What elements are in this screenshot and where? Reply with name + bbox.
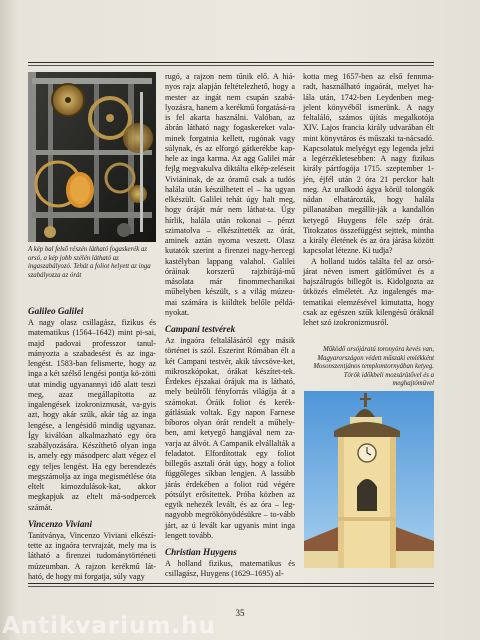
heading-huygens: Christian Huygens [165,547,237,557]
text-column-3 [303,72,434,328]
paragraph: Tanítványa, Vincenzo Viviani elkészí-tette az ingaóra tervrajzát, mely ma is látható a firenzei tudománytörténeti múzeumban. A rajzon kerékmű lát-ható, de hogy mi forgatja, súly vagy [28,530,156,581]
clock-mechanism-photo [28,72,156,242]
paragraph: kotta meg 1657-ben az első fennma-radt, használható ingaórát, melyet ha-lála után, 1742-ben Leydenben meg-jelent könyvéből ismerünk. A nagy feltaláló, számos újítás megalkotója XIV. Lajos francia király udvarában élt mint könyvtáros és műszaki ta-nácsadó. Kapcsolatuk melyégyt egy legenda jelzi a legérzékletesebben: A nagy fizikus király pártfogója 1715. szeptember 1-jén, éjfél után 2 óra 21 perckor halt meg. Az uralkodó ágya körül tolongók nádan elhatározták, hogy halála pillanatában megállít-ják a kandallón ketyegő Huygens féle szép órát. Titokzatos összefüggést sejttek, mintha a király életének és az óra járása között kapcsolat létezne. Ki tudja? [303,72,434,256]
bottom-rule-thin [28,586,434,587]
paragraph: A holland tudós találta fel az orsó-járat néven ismert gátlőművet és a hajszálrugós billegőt is. Kidolgozta az ütközés elméletét. Az ingalengés ma-tematikai elemzésével kimutatta, hogy csak az egészen szűk kilengésű óráknál lehet szó izokronizmusról. [303,256,434,327]
paragraph: A nagy olasz csillagász, fizikus és matematikus (1564–1642) mint pi-sai, majd padovai professzor tanul-mányozta a szabadesést és az inga-lengést. 1583-ban felismerte, hogy az inga a két szélső lengési pontja kö-zötti utat mindig ugyanannyi idő alatt teszi meg, azaz megállapította az ingalengések izokronizmusát, va-gyis azt, hogy akár szűk, akár tág az inga lengése, a lengésidő mindig ugyanaz. Így kiválóan alkalmazható egy óra szabályozására. Készíthető olyan inga is, amely egy másodperc alatt végez el egy teljes lengést. Ha egy berendezés megszámolja az inga megismétlése óta eltelt kimozdulások-kat, akkor megkapjuk az eltelt má-sodpercek számát. [28,318,156,512]
church-tower-photo [304,391,434,568]
heading-campani: Campani testvérek [165,324,236,334]
heading-galileo: Galileo Galilei [28,306,84,316]
bottom-rule [28,583,434,584]
watermark: Antikvarium.hu [2,613,216,639]
top-rule [28,62,434,63]
paragraph: A holland fizikus, matematikus és csillagász, Huygens (1629–1695) al- [165,559,295,579]
text-column-1 [28,306,156,582]
top-rule-thin [28,65,434,66]
paragraph: Az ingaóra feltalálásáról egy másik történet is szól. Eszerint Rómában élt a két Campani testvér, akik távcsöve-ket, mikroszkópokat, órákat készítet-tek. Érdekes éjszakai órájuk ma is látható, mely beülrőli fényforrás világíja át a számokat. Óráik foliot és kerék-gátlásúak voltak. Egy napon Farnese bíboros olyan órát rendelt a műhely-ben, ami ketyegő hangjával nem za-varja az álvót. A Campanik elvállalták a feladatot. Elfordítottak egy foliot billegős asztali órát úgy, hogy a foliot függőleges síkban lengjen. A lassúbb járás érdekében a foliot rúd végére pótsúlyt erősítettek. Próba közben az egyik nehezék levált, és az óra – leg-nagyobb megrökönyödésükre – to-vább járt, az ú levált kar ugyanis mint inga lengett tovább. [165,336,295,540]
text-column-2 [165,72,295,580]
paragraph: rugó, a rajzon nem tűnik elő. A hiá-nyos rajz alapján feltételezhető, hogy a mester az ingát nem csupán szabá-lyozásra, hanem a kerékmű forgatásá-ra is fel akarta használni. Valóban, az ábrán látható nagy fogaskereket vala-minek forgatnia kellett, rugónak vagy súlynak, és az elforgó gátkerékbe kap-hele az inga karma. Az agg Galilei már fejlg megvakulva diktálta elkép-zeléseit Viviáninak, de az óramű csak a tudós halála után készülhetett el – ha ugyan elkészült. Galilei tehát úgy halt meg, hogy óráját már nem láthat-ta. Úgy hírlik, halála után rokonai – pénzt szimatolva – elkészíttették az órát, aminek aztán nyoma veszett. Olasz kutatók szerint a firenzei nagy-hercegi kastélyban lappang valahol. Galilei óráinak korszerű rajzbírájá-mű másolata már finommechanikai műhelyben készült, s a világ múzeu-mai számára is kiíldtek belőle példá-nyokat. [165,72,295,317]
page-number: 35 [235,608,245,618]
heading-viviani: Vincenzo Viviani [28,518,93,529]
photo-caption-right: Működő orsójáratú toronyóra kevés van, Magyarországon védett műszaki emlékként Mosonszentjános templomtornyában ketyeg. Török időkbeli mozsárütővel és a meghajtómüvel [313,346,434,388]
photo-caption-left: A kép bal felső részén látható fogaskerék az orsó, a kép jobb szélén látható az ingaszabályozó. Tehát a foliot helyett az inga szabályozza az órát [28,246,151,279]
